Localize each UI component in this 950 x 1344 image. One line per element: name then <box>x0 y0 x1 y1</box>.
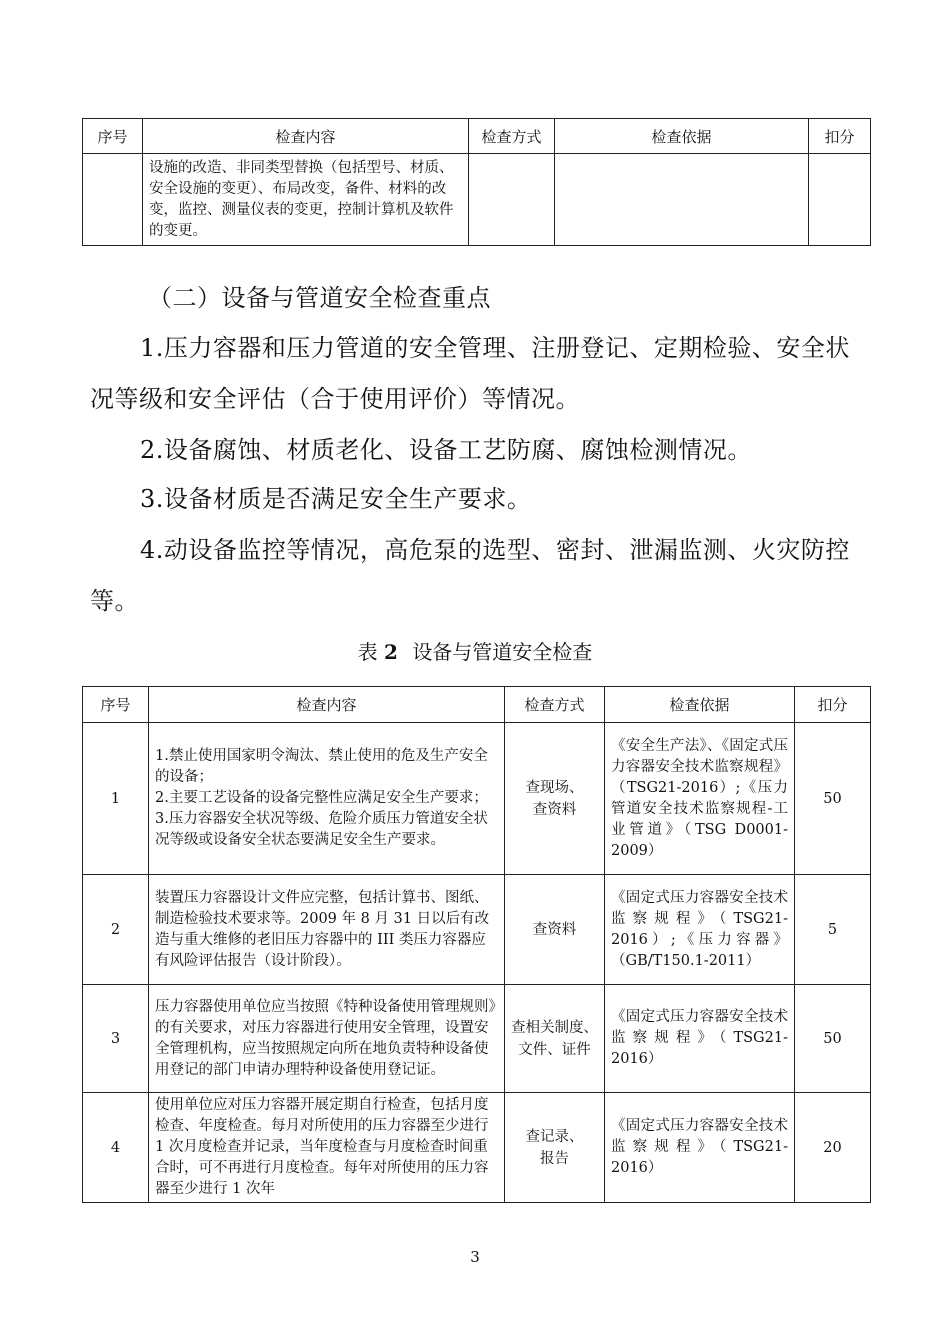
point-3: 3.设备材质是否满足安全生产要求。 <box>140 485 532 513</box>
header-score: 扣分 <box>809 119 871 154</box>
row-content: 使用单位应对压力容器开展定期自行检查，包括月度检查、年度检查。每月对所使用的压力容器至少进行 1 次月度检查并记录，当年度检查与月度检查时间重合时，可不再进行月度检查。每年对所使用的压力容器至少进行 1 次年 <box>149 1093 505 1203</box>
caption-prefix: 表 <box>357 640 378 664</box>
section-heading: （二）设备与管道安全检查重点 <box>148 284 491 312</box>
table-row <box>83 985 871 1093</box>
table-row <box>83 875 871 985</box>
row-no: 4 <box>83 1093 149 1203</box>
table-header-row <box>83 687 871 723</box>
row-content: 压力容器使用单位应当按照《特种设备使用管理规则》的有关要求，对压力容器进行使用安全管理，设置安全管理机构，应当按照规定向所在地负责特种设备使用登记的部门申请办理特种设备使用登记证。 <box>149 985 505 1093</box>
page-number: 3 <box>470 1248 480 1266</box>
header-score: 扣分 <box>795 687 871 723</box>
row-content: 设施的改造、非同类型替换（包括型号、材质、安全设施的变更）、布局改变，备件、材料的改变，监控、测量仪表的变更，控制计算机及软件的变更。 <box>143 154 469 246</box>
row-content: 装置压力容器设计文件应完整，包括计算书、图纸、制造检验技术要求等。2009 年 8 月 31 日以后有改造与重大维修的老旧压力容器中的 III 类压力容器应有风险评估报告（设计阶段）。 <box>149 875 505 985</box>
row-basis: 《固定式压力容器安全技术监察规程》（TSG21-2016） <box>605 1093 795 1203</box>
caption-number: 2 <box>384 640 398 664</box>
continued-check-table <box>82 118 871 246</box>
row-no: 2 <box>83 875 149 985</box>
caption-title: 设备与管道安全检查 <box>412 640 593 664</box>
row-method: 查记录、 报告 <box>505 1093 605 1203</box>
equipment-pipeline-check-table <box>82 686 871 1203</box>
row-method: 查现场、 查资料 <box>505 723 605 875</box>
table-row <box>83 1093 871 1203</box>
header-content: 检查内容 <box>149 687 505 723</box>
point-1: 1.压力容器和压力管道的安全管理、注册登记、定期检验、安全状况等级和安全评估（合于使用评价）等情况。 <box>90 334 850 413</box>
header-method: 检查方式 <box>469 119 555 154</box>
row-score: 20 <box>795 1093 871 1203</box>
row-basis: 《固定式压力容器安全技术监察规程》（TSG21-2016）;《压力容器》（GB/T150.1-2011） <box>605 875 795 985</box>
row-method: 查相关制度、文件、证件 <box>505 985 605 1093</box>
header-basis: 检查依据 <box>555 119 809 154</box>
row-basis: 《固定式压力容器安全技术监察规程》（TSG21-2016） <box>605 985 795 1093</box>
header-no: 序号 <box>83 119 143 154</box>
row-method <box>469 154 555 246</box>
row-score: 5 <box>795 875 871 985</box>
row-basis: 《安全生产法》、《固定式压力容器安全技术监察规程》（TSG21-2016）;《压力管道安全技术监察规程-工业管道》（TSG D0001-2009） <box>605 723 795 875</box>
table-caption <box>0 636 950 665</box>
row-no: 1 <box>83 723 149 875</box>
row-basis <box>555 154 809 246</box>
point-2: 2.设备腐蚀、材质老化、设备工艺防腐、腐蚀检测情况。 <box>140 436 752 464</box>
row-score <box>809 154 871 246</box>
table-header-row <box>83 119 871 154</box>
row-method: 查资料 <box>505 875 605 985</box>
table-row <box>83 154 871 246</box>
header-basis: 检查依据 <box>605 687 795 723</box>
row-score: 50 <box>795 985 871 1093</box>
header-method: 检查方式 <box>505 687 605 723</box>
header-content: 检查内容 <box>143 119 469 154</box>
point-4: 4.动设备监控等情况，高危泵的选型、密封、泄漏监测、火灾防控等。 <box>90 536 850 615</box>
row-content: 1.禁止使用国家明令淘汰、禁止使用的危及生产安全的设备； 2.主要工艺设备的设备完整性应满足安全生产要求； 3.压力容器安全状况等级、危险介质压力管道安全状况等级或设备安全状态要满足安全生产要求。 <box>149 723 505 875</box>
row-no <box>83 154 143 246</box>
table-row <box>83 723 871 875</box>
row-score: 50 <box>795 723 871 875</box>
row-no: 3 <box>83 985 149 1093</box>
header-no: 序号 <box>83 687 149 723</box>
